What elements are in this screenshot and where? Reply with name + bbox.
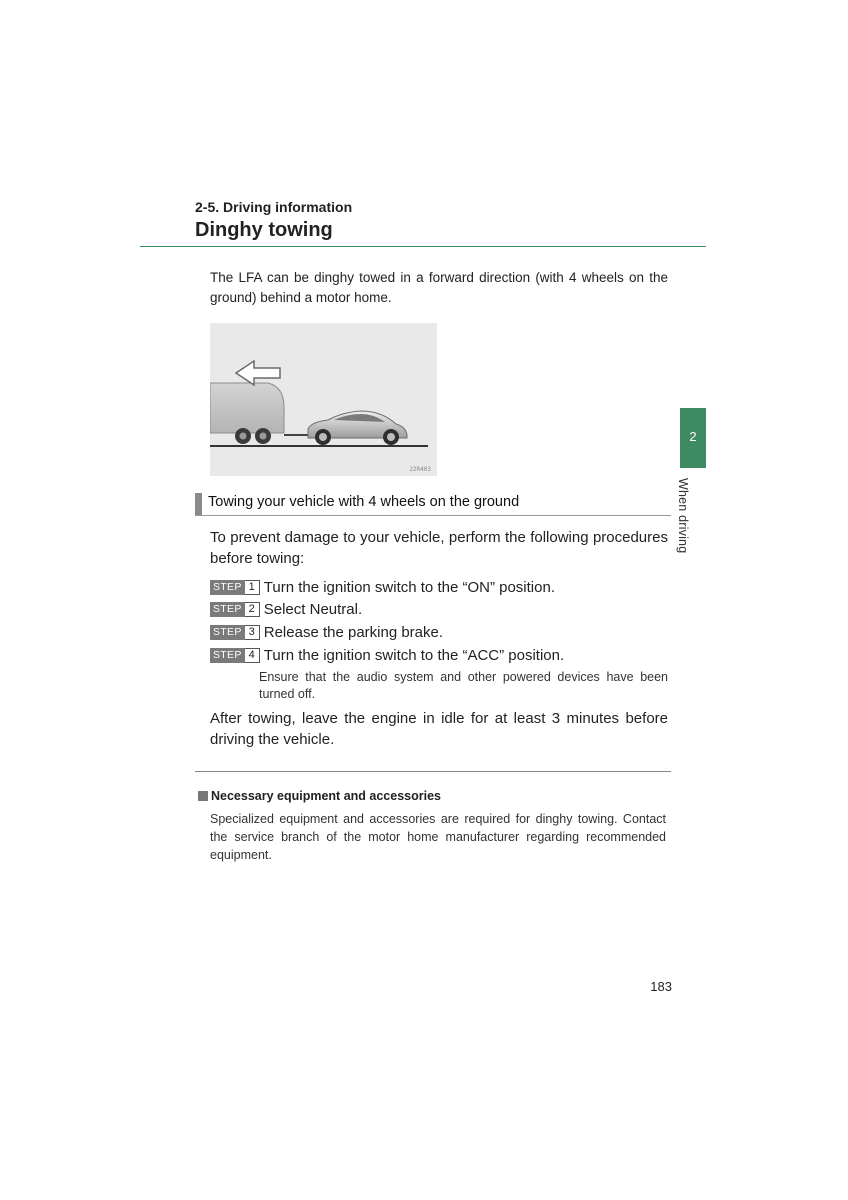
sports-car-icon bbox=[308, 411, 407, 445]
step-text: Turn the ignition switch to the “ON” position. bbox=[263, 578, 555, 596]
towing-diagram bbox=[210, 323, 437, 476]
step-item bbox=[210, 599, 362, 619]
step-item bbox=[210, 577, 555, 597]
chapter-tab: 2 bbox=[680, 408, 706, 468]
square-bullet-icon bbox=[198, 791, 208, 801]
left-arrow-icon bbox=[236, 361, 280, 385]
step-tag: STEP bbox=[210, 602, 245, 617]
section-divider bbox=[195, 771, 671, 772]
step-tag: STEP bbox=[210, 580, 245, 595]
subsection-marker bbox=[195, 493, 202, 515]
step-text: Release the parking brake. bbox=[263, 623, 444, 641]
motor-home-icon bbox=[210, 383, 284, 444]
chapter-label: When driving bbox=[676, 478, 690, 554]
section-label: 2-5. Driving information bbox=[195, 199, 353, 215]
subsection-title: Towing your vehicle with 4 wheels on the ground bbox=[208, 494, 520, 510]
step-note: Ensure that the audio system and other powered devices have been turned off. bbox=[259, 670, 668, 701]
page-number: 183 bbox=[650, 979, 672, 994]
step-number: 1 bbox=[245, 580, 260, 595]
subsection-heading bbox=[195, 493, 671, 516]
step-text: Select Neutral. bbox=[263, 600, 363, 618]
lead-paragraph: To prevent damage to your vehicle, perform the following procedures before towing: bbox=[210, 529, 668, 567]
step-number: 3 bbox=[245, 625, 260, 640]
necessary-equipment-heading bbox=[198, 789, 441, 803]
step-text: Turn the ignition switch to the “ACC” position. bbox=[263, 646, 565, 664]
step-item bbox=[210, 645, 564, 665]
step-tag: STEP bbox=[210, 648, 245, 663]
page-title: Dinghy towing bbox=[195, 219, 333, 241]
step-number: 4 bbox=[245, 648, 260, 663]
after-towing-paragraph: After towing, leave the engine in idle for at least 3 minutes before driving the vehicle. bbox=[210, 710, 668, 748]
step-item bbox=[210, 622, 443, 642]
step-number: 2 bbox=[245, 602, 260, 617]
necessary-equipment-title: Necessary equipment and accessories bbox=[211, 789, 441, 803]
title-divider bbox=[140, 246, 706, 247]
step-tag: STEP bbox=[210, 625, 245, 640]
necessary-equipment-body: Specialized equipment and accessories are required for dinghy towing. Contact the service branch of the motor home manufacturer regarding recommended equipment. bbox=[210, 812, 666, 862]
intro-paragraph: The LFA can be dinghy towed in a forward direction (with 4 wheels on the ground) behind a motor home. bbox=[210, 270, 668, 305]
towing-illustration bbox=[210, 323, 437, 476]
illustration-code: 22R403 bbox=[409, 466, 431, 473]
